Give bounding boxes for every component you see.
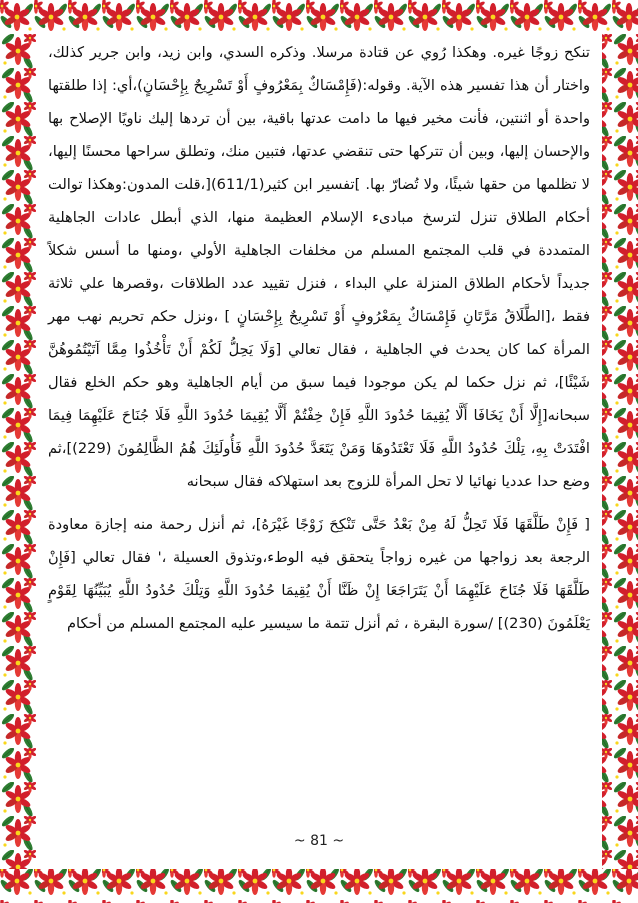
paragraph: تنكح زوجًا غيره. وهكذا رُوي عن قتادة مرسلا. وذكره السدي، وابن زيد، وابن جرير كذلك، واختار أن هذا تفسير هذه الآية. وقوله:(فَإِمْسَاكٌ بِمَعْرُوفٍ أَوْ تَسْرِيحٌ بِإِحْسَانٍ)،أي: إذا طلقتها واحدة أو اثنتين، فأنت مخير فيها ما دامت عدتها باقية، بين أن تردها إليك ناويًا الإصلاح بها والإحسان إليها، وبين أن تتركها حتى تنقضي عدتها، فتبين منك، وتطلق سراحها محسنًا إليها، لا تظلمها من حقها شيئًا، ولا تُضارّ بها. ]تفسير ابن كثير(611/1)[،قلت المدون:وهكذا توالت أحكام الطلاق تنزل لترسخ مبادىء الإسلام العظيمة منها، الذي أبطل عادات الجاهلية المتمددة في قلب المجتمع المسلم من مخلفات الجاهلية الأولي ،ومنها ما أسس شكلاً جديداً لأحكام الطلاق المنزلة علي البداء ، فنزل تقييد عدد الطلاقات ،وقصرها علي ثلاثة فقط ،[الطَّلَاقُ مَرَّتَانِ فَإِمْسَاكٌ بِمَعْرُوفٍ أَوْ تَسْرِيحٌ بِإِحْسَانٍ ] ،ونزل حكم تحريم نهب مهر المرأة كما كان يحدث في الجاهلية ، فقال تعالي [وَلَا يَحِلُّ لَكُمْ أَنْ تَأْخُذُوا مِمَّا آتَيْتُمُوهُنَّ شَيْئًا]، ثم نزل حكما لم يكن موجودا فيما سبق من أيام الجاهلية وهو حكم الخلع فقال سبحانه[إِلَّا أَنْ يَخَافَا أَلَّا يُقِيمَا حُدُودَ اللَّهِ فَإِنْ خِفْتُمْ أَلَّا يُقِيمَا حُدُودَ اللَّهِ فَلَا جُنَاحَ عَلَيْهِمَا فِيمَا افْتَدَتْ بِهِ، تِلْكَ حُدُودُ اللَّهِ فَلَا تَعْتَدُوهَا وَمَنْ يَتَعَدَّ حُدُودَ اللَّهِ فَأُولَئِكَ هُمُ الظَّالِمُونَ (229)]،ثم وضع حدا عدديا نهائيا لا تحل المرأة للزوج بعد استهلاكه فقال سبحانه xyxy=(48,44,590,490)
paragraph: [ فَإِنْ طَلَّقَهَا فَلَا تَحِلُّ لَهُ مِنْ بَعْدُ حَتَّى تَنْكِحَ زَوْجًا غَيْرَهُ]، ثم أنزل رحمة منه إجازة معاودة الرجعة بعد زواجها من غيره زواجاً يتحقق فيه الوطء،وتذوق العسيلة ،' فقال تعالي [فَإِنْ طَلَّقَهَا فَلَا جُنَاحَ عَلَيْهِمَا أَنْ يَتَرَاجَعَا إِنْ ظَنَّا أَنْ يُقِيمَا حُدُودَ اللَّهِ وَتِلْكَ حُدُودُ اللَّهِ يُبَيِّنُهَا لِقَوْمٍ يَعْلَمُونَ (230)] /سورة البقرة ، ثم أنزل تتمة ما سيسير عليه المجتمع المسلم من أحكام xyxy=(48,516,590,632)
page-content xyxy=(48,36,590,849)
page-number: ~ 81 ~ xyxy=(293,833,345,849)
